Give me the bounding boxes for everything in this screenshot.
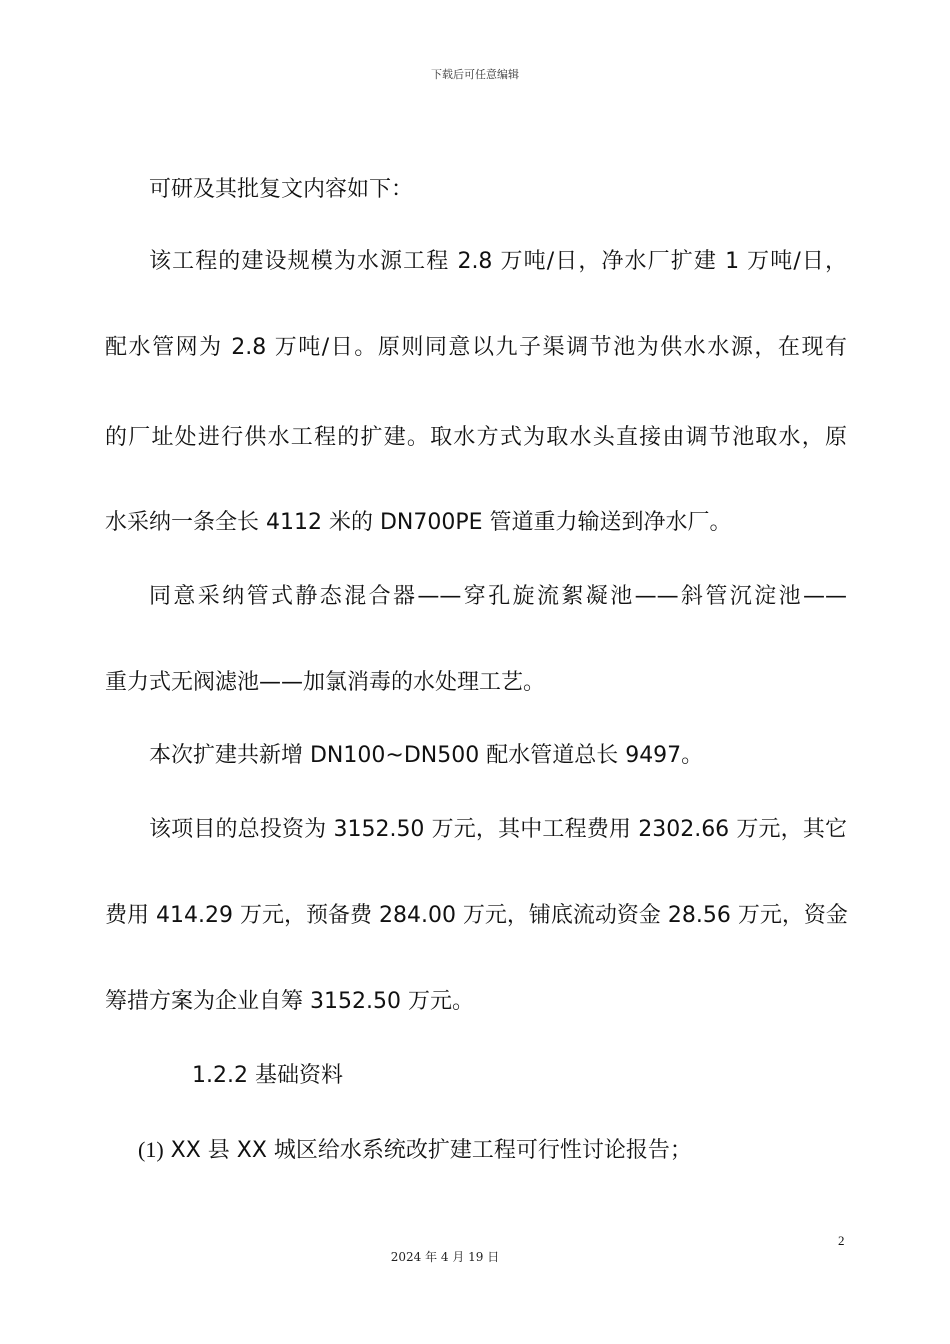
paragraph-line-2: 该工程的建设规模为水源工程 2.8 万吨/日，净水厂扩建 1 万吨/日， xyxy=(149,249,847,274)
list-item-number: (1) xyxy=(138,1137,164,1162)
page-header: 下载后可任意编辑 xyxy=(431,68,519,81)
page-number: 2 xyxy=(838,1233,845,1248)
list-item xyxy=(138,1135,692,1166)
paragraph-line-7: 重力式无阀滤池——加氯消毒的水处理工艺。 xyxy=(105,670,546,695)
paragraph-line-6: 同意采纳管式静态混合器——穿孔旋流絮凝池——斜管沉淀池—— xyxy=(149,584,847,609)
paragraph-line-3: 配水管网为 2.8 万吨/日。原则同意以九子渠调节池为供水水源，在现有 xyxy=(105,335,847,360)
section-heading: 1.2.2 基础资料 xyxy=(192,1063,343,1088)
list-item-text: XX 县 XX 城区给水系统改扩建工程可行性讨论报告； xyxy=(170,1138,692,1163)
paragraph-line-10: 费用 414.29 万元，预备费 284.00 万元，铺底流动资金 28.56 万元，资金 xyxy=(105,903,848,928)
paragraph-line-9: 该项目的总投资为 3152.50 万元，其中工程费用 2302.66 万元，其它 xyxy=(149,817,847,842)
paragraph-line-5: 水采纳一条全长 4112 米的 DN700PE 管道重力输送到净水厂。 xyxy=(105,510,732,535)
paragraph-line-8: 本次扩建共新增 DN100~DN500 配水管道总长 9497。 xyxy=(149,743,704,768)
paragraph-line-1: 可研及其批复文内容如下： xyxy=(149,177,414,202)
footer-date: 2024 年 4 月 19 日 xyxy=(390,1250,500,1264)
paragraph-line-4: 的厂址处进行供水工程的扩建。取水方式为取水头直接由调节池取水，原 xyxy=(105,425,847,450)
paragraph-line-11: 筹措方案为企业自筹 3152.50 万元。 xyxy=(105,989,474,1014)
